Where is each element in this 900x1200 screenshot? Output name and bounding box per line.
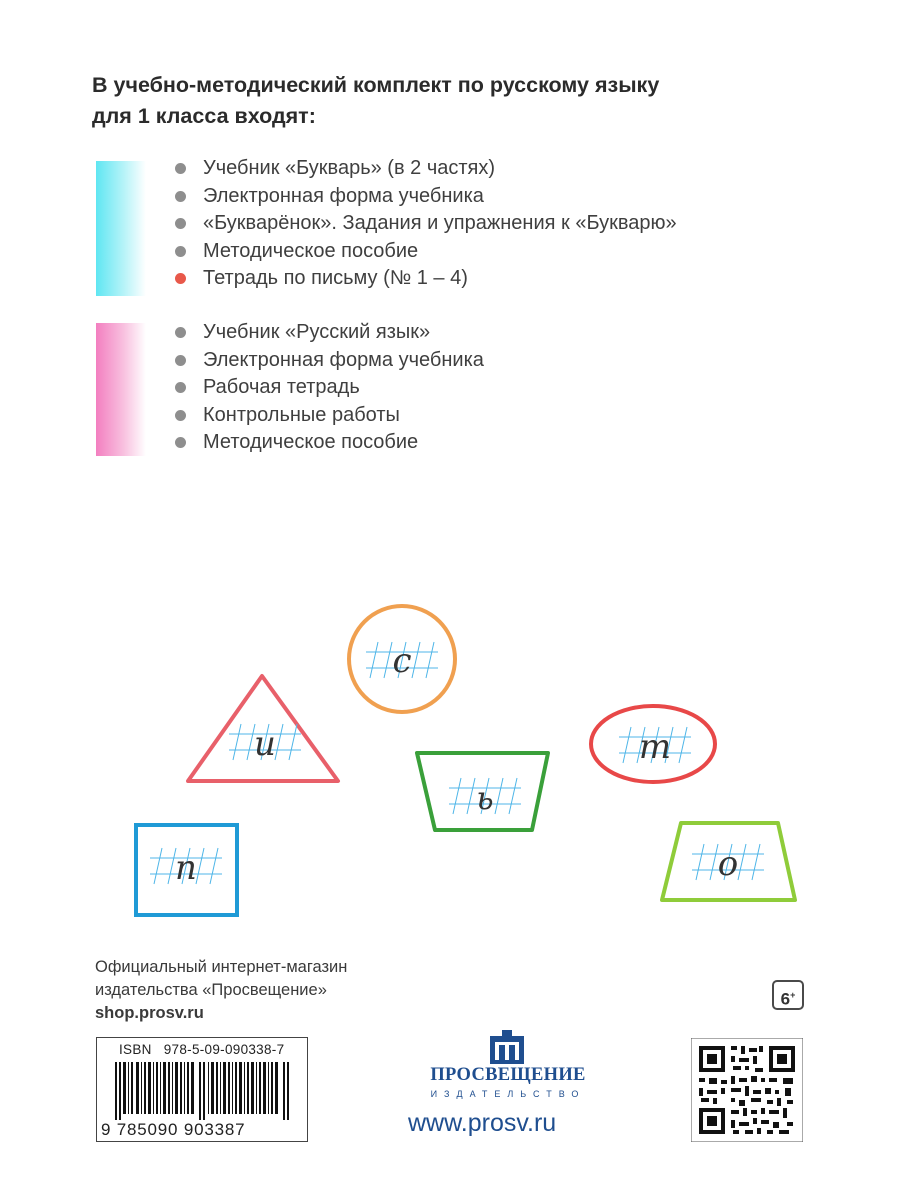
ellipse-shape [591, 706, 715, 782]
shop-line-1: Официальный интернет-магазин [95, 958, 348, 976]
letter-label: т [638, 727, 672, 767]
trapezoid-shape-green [417, 753, 548, 830]
shop-info [95, 956, 347, 1025]
publisher-subtitle: ИЗДАТЕЛЬСТВО [430, 1089, 586, 1099]
publisher-website: www.prosv.ru [408, 1109, 557, 1137]
publisher-name: ПРОСВЕЩЕНИЕ [430, 1065, 586, 1085]
age-rating-badge [772, 980, 804, 1010]
isbn-barcode-box [96, 1037, 308, 1142]
list-item-label: Методическое пособие [203, 431, 419, 453]
list-item-label: Учебник «Русский язык» [203, 321, 431, 343]
list-item-label: Электронная форма учебника [203, 184, 484, 207]
square-shape [136, 825, 237, 915]
isbn-label [119, 1042, 284, 1057]
triangle-shape [188, 676, 338, 781]
letter-label: п [175, 848, 197, 888]
list-item-label: Контрольные работы [203, 403, 400, 426]
list-item-label: Учебник «Букварь» (в 2 частях) [203, 157, 496, 179]
barcode-icon [105, 1062, 301, 1120]
shop-line-2: издательства «Просвещение» [95, 981, 327, 999]
isbn-prefix: ISBN [119, 1042, 152, 1057]
letter-label: ь [476, 779, 494, 817]
age-rating-value: 6 [780, 989, 791, 1009]
qr-code-icon [691, 1038, 803, 1142]
age-rating-plus: + [790, 990, 796, 1000]
trapezoid-shape-lime [662, 823, 795, 900]
letter-label: и [254, 724, 276, 764]
prosveshchenie-logo-icon [490, 1030, 524, 1064]
isbn-number: 978-5-09-090338-7 [163, 1042, 285, 1057]
isbn-digits: 9 785090 903387 [101, 1120, 246, 1139]
list-item-label: Рабочая тетрадь [203, 376, 360, 398]
letter-label: с [392, 641, 412, 681]
letter-label: о [717, 844, 739, 884]
circle-shape [349, 606, 455, 712]
list-item-label: Электронная форма учебника [203, 348, 484, 371]
heading-line-1: В учебно-методический комплект по русскому языку [92, 73, 660, 97]
heading-line-2: для 1 класса входят: [92, 104, 316, 128]
shop-url: shop.prosv.ru [95, 1004, 204, 1022]
list-item-label: Методическое пособие [203, 239, 419, 262]
list-item-label: «Букварёнок». Задания и упражнения к «Букварю» [203, 212, 677, 234]
list-item-label: Тетрадь по письму (№ 1 – 4) [203, 267, 468, 289]
